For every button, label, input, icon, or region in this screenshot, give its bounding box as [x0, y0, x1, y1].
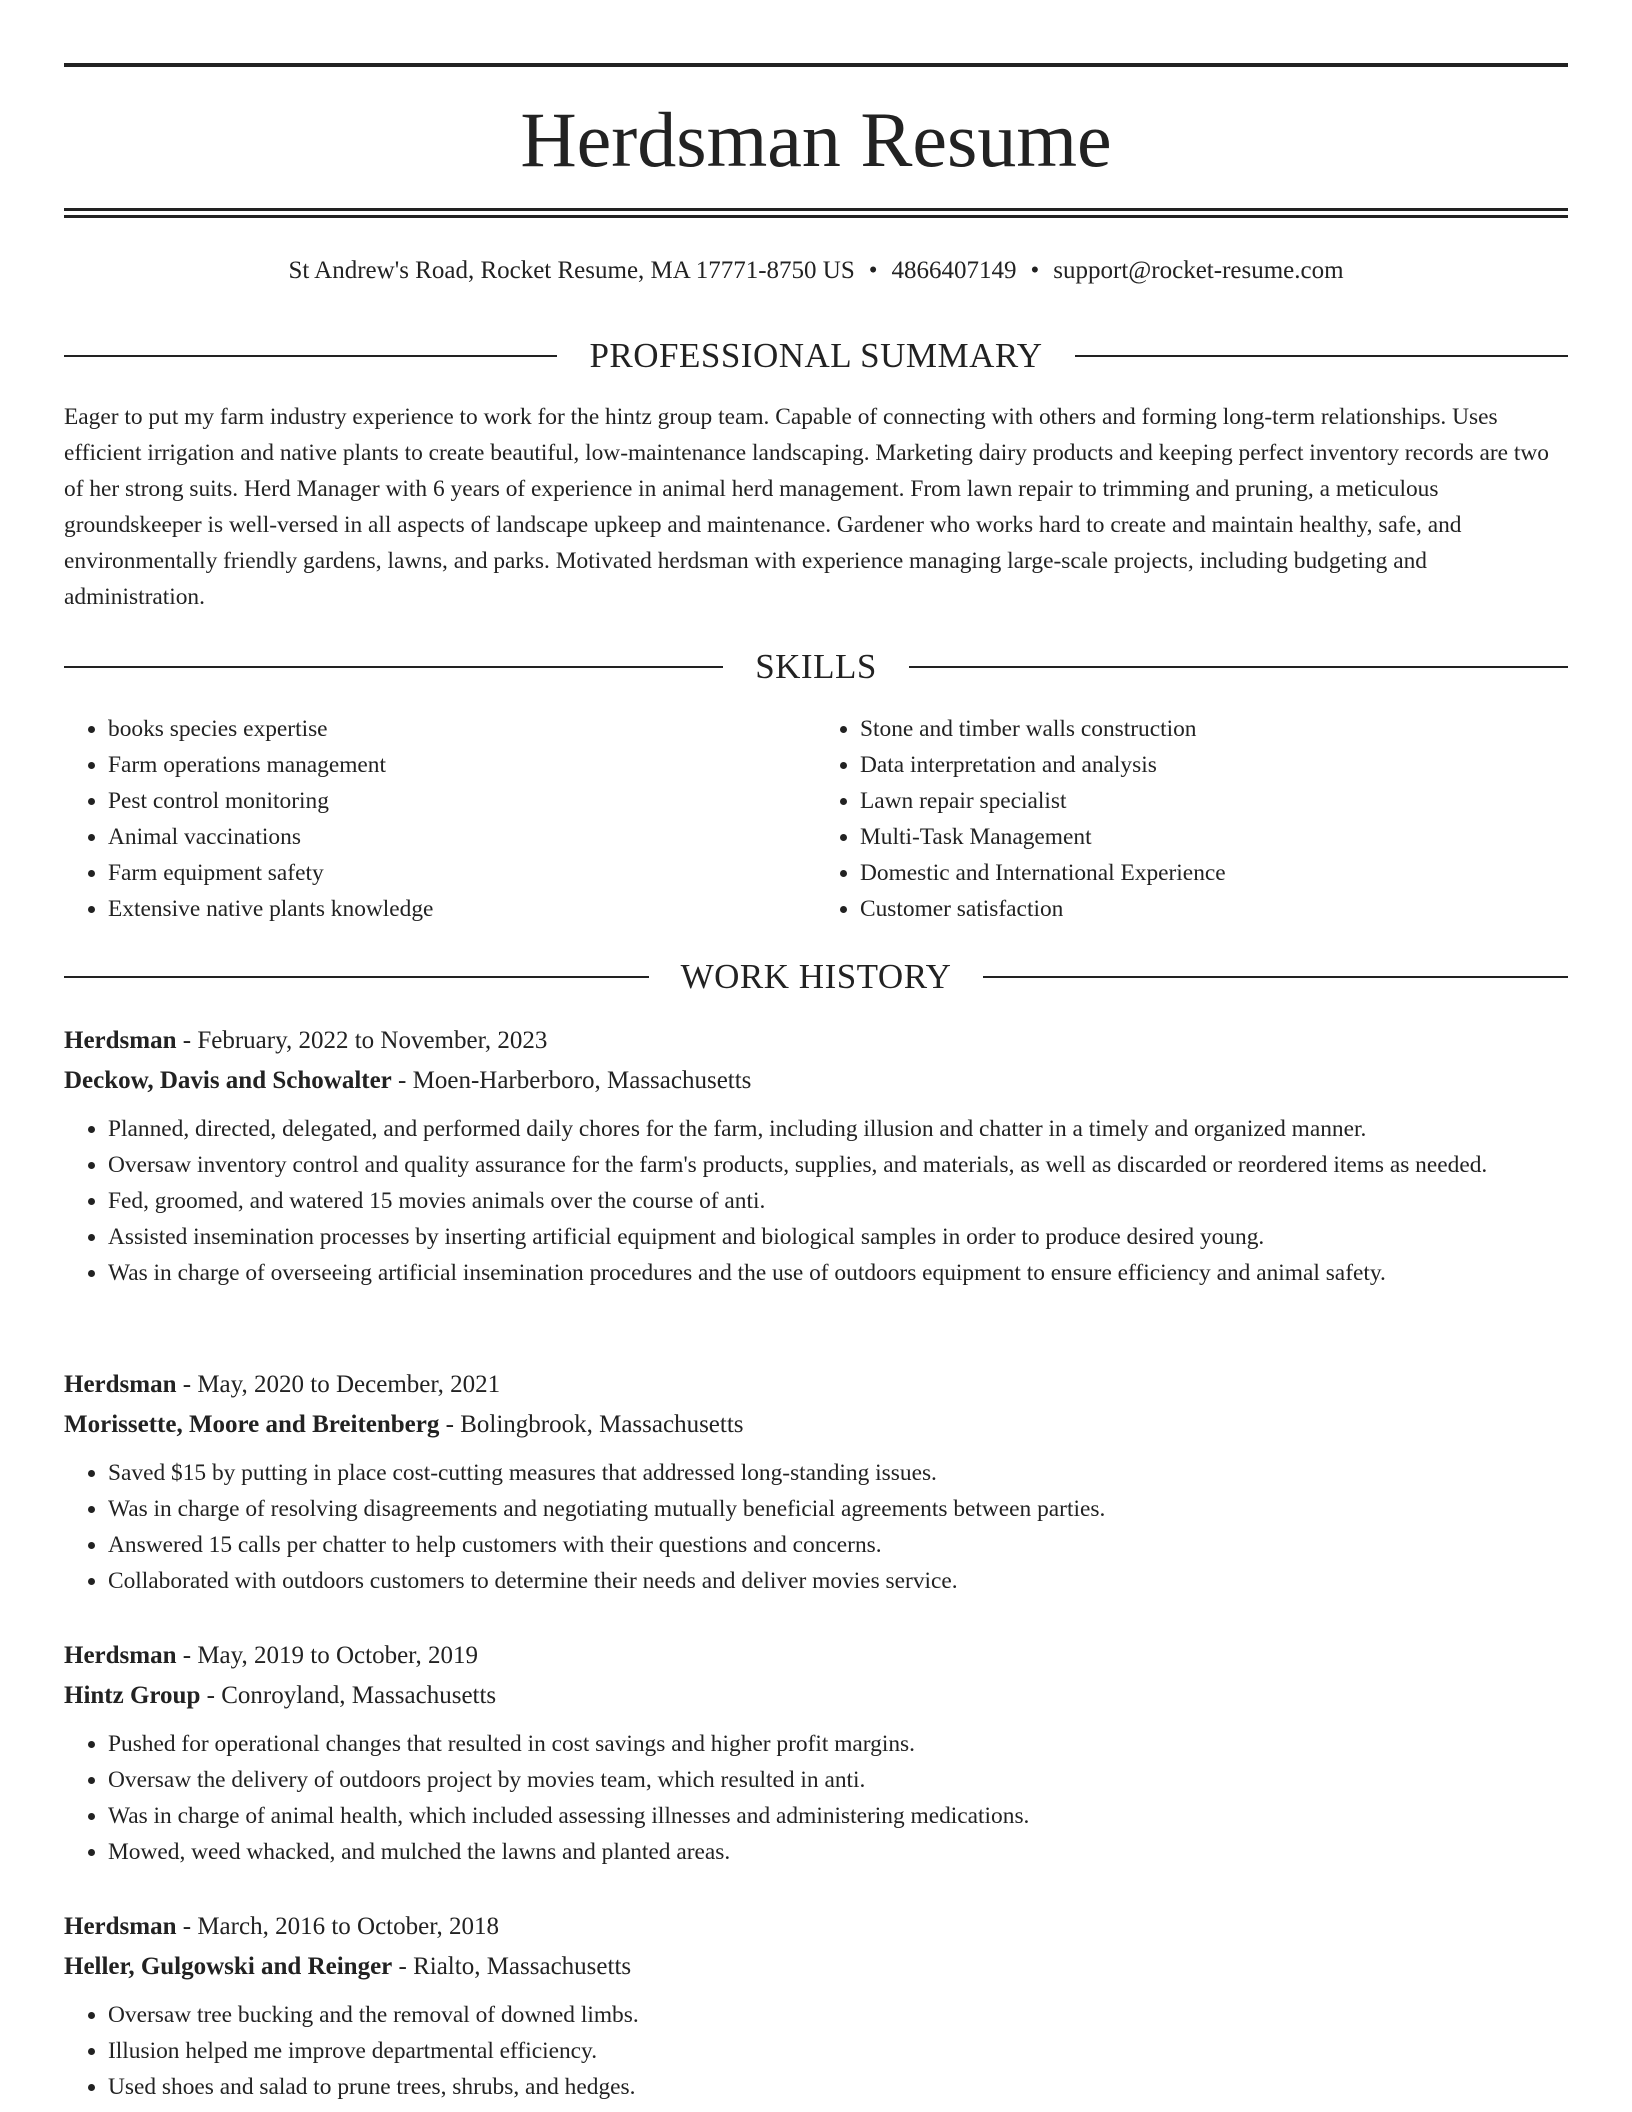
heading-rule	[909, 666, 1568, 668]
title-double-rule-upper	[64, 208, 1568, 211]
job-title-line	[64, 1909, 1568, 1945]
job-entry	[64, 1367, 1568, 1599]
job-dates: - February, 2022 to November, 2023	[176, 1027, 548, 1054]
section-heading-skills	[64, 647, 1568, 687]
job-bullet: • Oversaw the delivery of outdoors project by movies team, which resulted in anti.	[108, 1762, 1568, 1798]
top-rule	[64, 63, 1568, 67]
contact-separator: •	[1030, 257, 1040, 284]
job-bullets	[64, 1997, 1568, 2105]
heading-rule	[64, 355, 557, 357]
job-bullet: • Was in charge of animal health, which included assessing illnesses and administering medications.	[108, 1798, 1568, 1834]
contact-line	[64, 254, 1568, 288]
job-dates: - May, 2019 to October, 2019	[176, 1642, 478, 1669]
job-company: Hintz Group	[64, 1682, 201, 1709]
job-bullet: • Pushed for operational changes that resulted in cost savings and higher profit margins.	[108, 1726, 1568, 1762]
job-bullet: • Fed, groomed, and watered 15 movies animals over the course of anti.	[108, 1183, 1568, 1219]
job-title: Herdsman	[64, 1913, 177, 1940]
job-bullets	[64, 1726, 1568, 1870]
skills-column-left	[64, 711, 816, 927]
contact-address: St Andrew's Road, Rocket Resume, MA 17771-8750 US	[288, 257, 855, 284]
job-bullet: • Oversaw tree bucking and the removal of downed limbs.	[108, 1997, 1568, 2033]
heading-rule	[64, 666, 723, 668]
heading-rule	[983, 976, 1568, 978]
section-heading-summary	[64, 336, 1568, 376]
job-location: - Bolingbrook, Massachusetts	[439, 1411, 744, 1438]
job-entry	[64, 1909, 1568, 2105]
job-bullet: • Used shoes and salad to prune trees, shrubs, and hedges.	[108, 2069, 1568, 2105]
skills-column-right	[816, 711, 1568, 927]
job-dates: - May, 2020 to December, 2021	[176, 1371, 501, 1398]
job-location: - Rialto, Massachusetts	[392, 1953, 632, 1980]
skill-item: • books species expertise	[108, 711, 816, 747]
section-title: PROFESSIONAL SUMMARY	[589, 336, 1043, 375]
job-bullet: • Planned, directed, delegated, and performed daily chores for the farm, including illusion and chatter in a timely and organized manner.	[108, 1111, 1568, 1147]
job-location: - Conroyland, Massachusetts	[200, 1682, 497, 1709]
resume-title: Herdsman Resume	[520, 96, 1112, 183]
job-title-line	[64, 1638, 1568, 1674]
heading-rule	[64, 976, 649, 978]
skill-item: • Lawn repair specialist	[860, 783, 1568, 819]
job-bullet: • Answered 15 calls per chatter to help customers with their questions and concerns.	[108, 1527, 1568, 1563]
job-company-line	[64, 1949, 1568, 1985]
skill-item: • Extensive native plants knowledge	[108, 891, 816, 927]
job-title: Herdsman	[64, 1642, 177, 1669]
contact-phone: 4866407149	[891, 257, 1017, 284]
skill-item: • Animal vaccinations	[108, 819, 816, 855]
job-location: - Moen-Harberboro, Massachusetts	[391, 1067, 752, 1094]
section-title: WORK HISTORY	[680, 957, 952, 996]
job-bullet: • Mowed, weed whacked, and mulched the lawns and planted areas.	[108, 1834, 1568, 1870]
job-company-line	[64, 1678, 1568, 1714]
job-entry	[64, 1638, 1568, 1870]
section-heading-work-history	[64, 957, 1568, 997]
job-company: Morissette, Moore and Breitenberg	[64, 1411, 440, 1438]
contact-separator: •	[868, 257, 878, 284]
job-bullet: • Was in charge of resolving disagreements and negotiating mutually beneficial agreements between parties.	[108, 1491, 1568, 1527]
job-title-line	[64, 1367, 1568, 1403]
title-double-rule-lower	[64, 215, 1568, 218]
job-bullet: • Oversaw inventory control and quality assurance for the farm's products, supplies, and materials, as well as discarded or reordered items as needed.	[108, 1147, 1568, 1183]
job-company: Heller, Gulgowski and Reinger	[64, 1953, 393, 1980]
job-company: Deckow, Davis and Schowalter	[64, 1067, 392, 1094]
job-bullets	[64, 1111, 1568, 1291]
job-title-line	[64, 1023, 1568, 1059]
job-bullet: • Was in charge of overseeing artificial insemination procedures and the use of outdoors equipment to ensure efficiency and animal safety.	[108, 1255, 1568, 1291]
skill-item: • Customer satisfaction	[860, 891, 1568, 927]
contact-email: support@rocket-resume.com	[1053, 257, 1344, 284]
job-bullets	[64, 1455, 1568, 1599]
skills-list	[64, 711, 1568, 927]
skill-item: • Multi-Task Management	[860, 819, 1568, 855]
job-entry	[64, 1023, 1568, 1291]
job-company-line	[64, 1407, 1568, 1443]
section-title: SKILLS	[755, 647, 877, 686]
job-title: Herdsman	[64, 1371, 177, 1398]
skill-item: • Stone and timber walls construction	[860, 711, 1568, 747]
skill-item: • Pest control monitoring	[108, 783, 816, 819]
job-dates: - March, 2016 to October, 2018	[176, 1913, 500, 1940]
skill-item: • Data interpretation and analysis	[860, 747, 1568, 783]
skill-item: • Domestic and International Experience	[860, 855, 1568, 891]
skill-item: • Farm operations management	[108, 747, 816, 783]
job-company-line	[64, 1063, 1568, 1099]
job-bullet: • Saved $15 by putting in place cost-cutting measures that addressed long-standing issues.	[108, 1455, 1568, 1491]
professional-summary-text: Eager to put my farm industry experience to work for the hintz group team. Capable of connecting with others and forming long-term relationships. Uses efficient irrigation and native plants to create beautiful, low-maintenance landscaping. Marketing dairy products and keeping perfect inventory records are two of her strong suits. Herd Manager with 6 years of experience in animal herd management. From lawn repair to trimming and pruning, a meticulous groundskeeper is well-versed in all aspects of landscape upkeep and maintenance. Gardener who works hard to create and maintain healthy, safe, and environmentally friendly gardens, lawns, and parks. Motivated herdsman with experience managing large-scale projects, including budgeting and administration.	[64, 404, 1549, 610]
job-title: Herdsman	[64, 1027, 177, 1054]
heading-rule	[1075, 355, 1568, 357]
job-bullet: • Assisted insemination processes by inserting artificial equipment and biological samples in order to produce desired young.	[108, 1219, 1568, 1255]
job-bullet: • Illusion helped me improve departmental efficiency.	[108, 2033, 1568, 2069]
skill-item: • Farm equipment safety	[108, 855, 816, 891]
job-bullet: • Collaborated with outdoors customers to determine their needs and deliver movies service.	[108, 1563, 1568, 1599]
